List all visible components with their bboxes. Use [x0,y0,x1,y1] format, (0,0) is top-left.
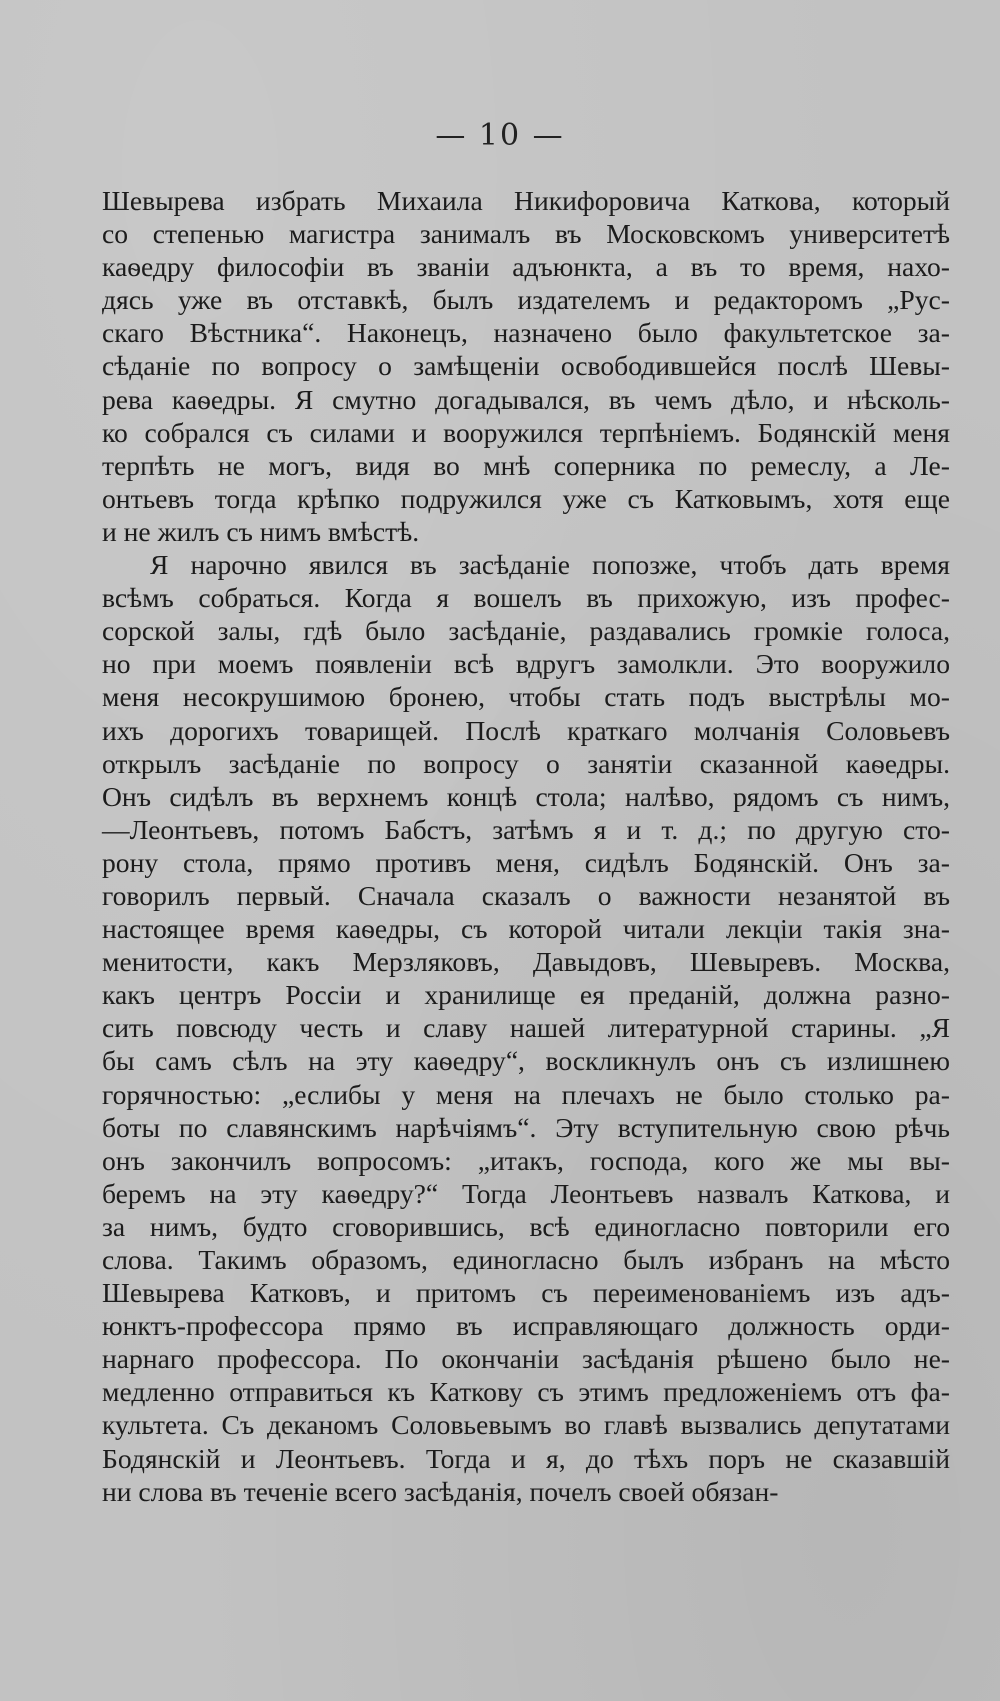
text-line: терпѣть не могъ, видя во мнѣ соперника по ремеслу, а Ле- [102,449,950,481]
text-line: каѳедру философіи въ званіи адъюнкта, а въ то время, нахо- [102,251,950,283]
text-line: настоящее время каѳедры, съ которой читали лекціи такія зна- [102,913,950,945]
text-line: горячностью: „еслибы у меня на плечахъ не было столько ра- [102,1078,950,1110]
text-line: культета. Съ деканомъ Соловьевымъ во главѣ вызвались депутатами [102,1409,950,1441]
text-line: дясь уже въ отставкѣ, былъ издателемъ и редакторомъ „Рус- [102,284,950,316]
paragraph-1 [102,184,950,548]
text-line: рева каѳедры. Я смутно догадывался, въ чемъ дѣло, и нѣсколь- [102,383,950,415]
paragraph-2 [102,548,950,1508]
text-line: скаго Вѣстника“. Наконецъ, назначено было факультетское за- [102,317,950,349]
text-line: Я нарочно явился въ засѣданіе попозже, чтобъ дать время [150,549,950,581]
text-line: —Леонтьевъ, потомъ Бабстъ, затѣмъ я и т. д.; по другую сто- [102,813,950,845]
text-line: всѣмъ собраться. Когда я вошелъ въ прихожую, изъ профес- [102,582,950,614]
text-line: сорской залы, гдѣ было засѣданіе, раздавались громкіе голоса, [102,615,950,647]
text-line: онтьевъ тогда крѣпко подружился уже съ Катковымъ, хотя еще [102,482,950,514]
text-line: открылъ засѣданіе по вопросу о занятіи сказанной каѳедры. [102,747,950,779]
text-line: меня несокрушимою бронею, чтобы стать подъ выстрѣлы мо- [102,681,950,713]
text-line: ни слова въ теченіе всего засѣданія, почелъ своей обязан- [102,1475,779,1507]
text-line: нарнаго профессора. По окончаніи засѣданія рѣшено было не- [102,1343,950,1375]
text-line: менитости, какъ Мерзляковъ, Давыдовъ, Шевыревъ. Москва, [102,946,950,978]
text-line: за нимъ, будто сговорившись, всѣ единогласно повторили его [102,1210,950,1242]
text-line: беремъ на эту каѳедру?“ Тогда Леонтьевъ назвалъ Каткова, и [102,1177,950,1209]
text-line: Шевырева избрать Михаила Никифоровича Каткова, который [102,185,950,216]
text-line: Бодянскій и Леонтьевъ. Тогда и я, до тѣхъ поръ не сказавшій [102,1442,950,1474]
text-line: со степенью магистра занималъ въ Московскомъ университетѣ [102,218,950,250]
text-line: Шевырева Катковъ, и притомъ съ переименованіемъ изъ адъ- [102,1277,950,1309]
text-line: сить повсюду честь и славу нашей литературной старины. „Я [102,1012,950,1044]
body-text [102,184,950,1508]
text-line: Онъ сидѣлъ въ верхнемъ концѣ стола; налѣво, рядомъ съ нимъ, [102,780,950,812]
text-line: и не жилъ съ нимъ вмѣстѣ. [102,515,420,547]
page-number: — 10 — [435,118,565,153]
text-line: какъ центръ Россіи и хранилище ея преданій, должна разно- [102,979,950,1011]
text-line: но при моемъ появленіи всѣ вдругъ замолкли. Это вооружило [102,648,950,680]
text-line: рону стола, прямо противъ меня, сидѣлъ Бодянскій. Онъ за- [102,846,950,878]
text-line: сѣданіе по вопросу о замѣщеніи освободившейся послѣ Шевы- [102,350,950,382]
text-line: ихъ дорогихъ товарищей. Послѣ краткаго молчанія Соловьевъ [102,714,950,746]
text-line: бы самъ сѣлъ на эту каѳедру“, воскликнулъ онъ съ излишнею [102,1045,950,1077]
text-line: медленно отправиться къ Каткову съ этимъ предложеніемъ отъ фа- [102,1376,950,1408]
text-line: слова. Такимъ образомъ, единогласно былъ избранъ на мѣсто [102,1244,950,1275]
text-line: юнктъ-профессора прямо въ исправляющаго должность орди- [102,1310,950,1342]
text-line: боты по славянскимъ нарѣчіямъ“. Эту вступительную свою рѣчь [102,1111,950,1143]
text-line: говорилъ первый. Сначала сказалъ о важности незанятой въ [102,879,950,911]
text-line: онъ закончилъ вопросомъ: „итакъ, господа, кого же мы вы- [102,1144,950,1176]
text-line: ко собрался съ силами и вооружился терпѣніемъ. Бодянскій меня [102,416,950,448]
